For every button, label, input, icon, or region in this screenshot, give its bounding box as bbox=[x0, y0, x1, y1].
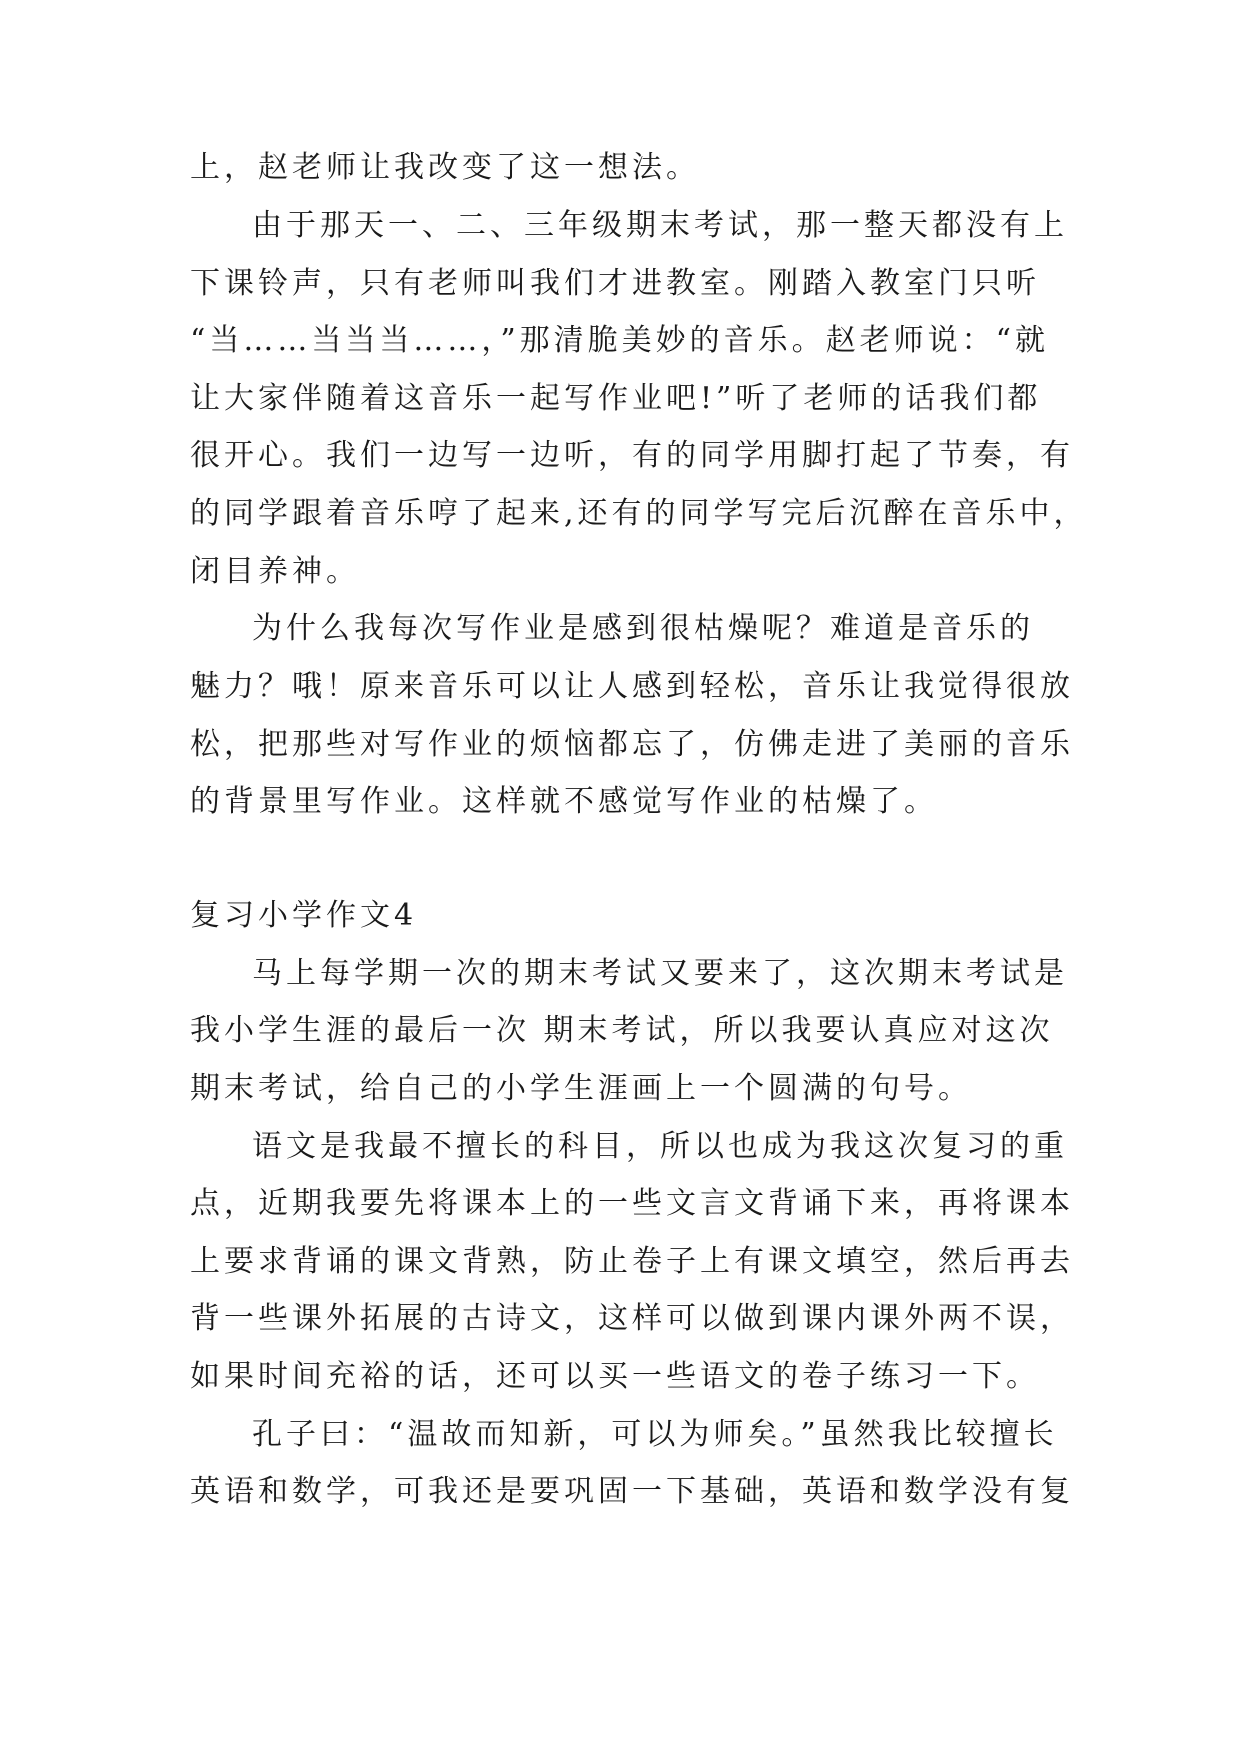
paragraph-start-line: 孔子曰：“温故而知新，可以为师矣。”虽然我比较擅长 bbox=[252, 1417, 1058, 1452]
text-line: 我小学生涯的最后一次 期末考试，所以我要认真应对这次 bbox=[190, 1013, 1054, 1048]
text-line: 松，把那些对写作业的烦恼都忘了，仿佛走进了美丽的音乐 bbox=[190, 727, 1074, 762]
text-line: 闭目养神。 bbox=[190, 554, 360, 589]
text-line: 很开心。我们一边写一边听，有的同学用脚打起了节奏，有 bbox=[190, 438, 1074, 473]
paragraph-start-line: 马上每学期一次的期末考试又要来了，这次期末考试是 bbox=[252, 956, 1068, 991]
text-line: 上，赵老师让我改变了这一想法。 bbox=[190, 150, 700, 185]
paragraph-start-line: 由于那天一、二、三年级期末考试，那一整天都没有上 bbox=[252, 208, 1068, 243]
text-line: 期末考试，给自己的小学生涯画上一个圆满的句号。 bbox=[190, 1071, 972, 1106]
text-line: “当……当当当……，”那清脆美妙的音乐。赵老师说：“就 bbox=[190, 323, 1050, 358]
text-line: 上要求背诵的课文背熟，防止卷子上有课文填空，然后再去 bbox=[190, 1244, 1074, 1279]
text-line: 的背景里写作业。这样就不感觉写作业的枯燥了。 bbox=[190, 784, 938, 819]
section-heading: 复习小学作文4 bbox=[190, 898, 418, 933]
text-line: 背一些课外拓展的古诗文，这样可以做到课内课外两不误， bbox=[190, 1301, 1074, 1336]
text-line: 英语和数学，可我还是要巩固一下基础，英语和数学没有复 bbox=[190, 1474, 1074, 1509]
text-line: 点，近期我要先将课本上的一些文言文背诵下来，再将课本 bbox=[190, 1186, 1074, 1221]
text-line: 让大家伴随着这音乐一起写作业吧!”听了老师的话我们都 bbox=[190, 381, 1042, 416]
text-line: 下课铃声，只有老师叫我们才进教室。刚踏入教室门只听 bbox=[190, 266, 1040, 301]
paragraph-start-line: 为什么我每次写作业是感到很枯燥呢？难道是音乐的 bbox=[252, 611, 1034, 646]
text-line: 魅力？哦！原来音乐可以让人感到轻松，音乐让我觉得很放 bbox=[190, 669, 1074, 704]
text-line: 的同学跟着音乐哼了起来,还有的同学写完后沉醉在音乐中， bbox=[190, 496, 1088, 531]
paragraph-start-line: 语文是我最不擅长的科目，所以也成为我这次复习的重 bbox=[252, 1129, 1068, 1164]
text-line: 如果时间充裕的话，还可以买一些语文的卷子练习一下。 bbox=[190, 1359, 1040, 1394]
